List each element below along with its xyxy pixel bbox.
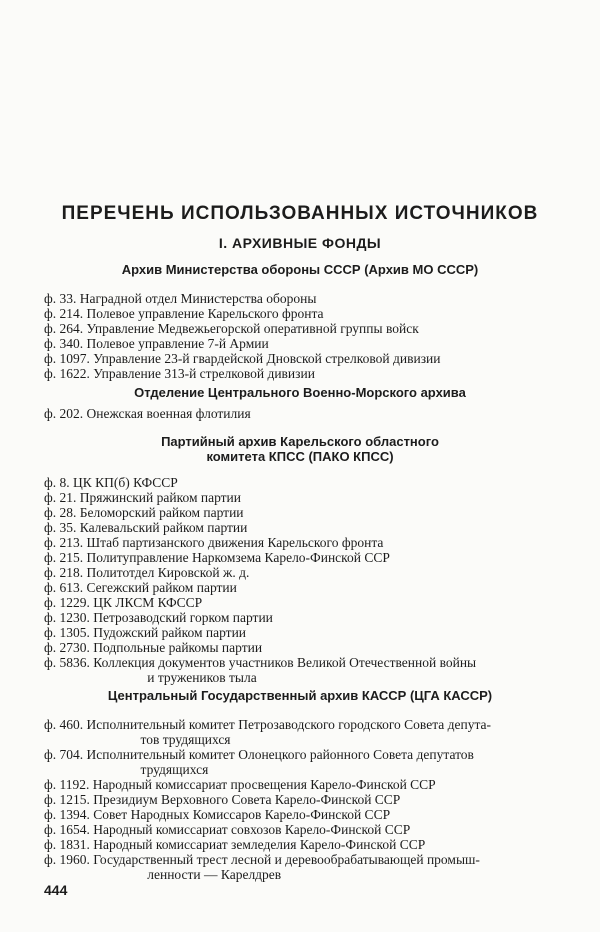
- fund-code: ф. 1305.: [44, 625, 90, 640]
- fund-code: ф. 218.: [44, 565, 84, 580]
- fund-code: ф. 264.: [44, 321, 84, 336]
- list-item: [44, 565, 564, 580]
- list-item: [44, 625, 564, 640]
- list-item: [44, 505, 564, 520]
- section-heading-line: Отделение Центрального Военно-Морского архива: [134, 385, 466, 400]
- fund-title: Управление Медвежьегорской оперативной группы войск: [86, 321, 419, 336]
- section-heading-line: Центральный Государственный архив КАССР (ЦГА КАССР): [107, 688, 493, 703]
- fund-title: Коллекция документов участников Великой Отечественной войны: [93, 655, 477, 670]
- fund-title-continuation: ленности — Карелдрев: [147, 867, 282, 882]
- list-item: [44, 717, 564, 747]
- fund-code: ф. 1831.: [44, 837, 90, 852]
- fund-title: Народный комиссариат земледелия Карело-Финской ССР: [93, 837, 426, 852]
- fund-title: ЦК ЛКСМ КФССР: [93, 595, 203, 610]
- list-item: [44, 321, 564, 336]
- archive-fund-list: [44, 475, 564, 685]
- section-heading: [40, 434, 560, 464]
- section-heading-line: Партийный архив Карельского областного: [161, 434, 439, 449]
- section-heading-line: комитета КПСС (ПАКО КПСС): [206, 449, 394, 464]
- fund-code: ф. 1097.: [44, 351, 90, 366]
- fund-code: ф. 1215.: [44, 792, 90, 807]
- page-title: ПЕРЕЧЕНЬ ИСПОЛЬЗОВАННЫХ ИСТОЧНИКОВ: [61, 203, 539, 224]
- fund-code: ф. 1960.: [44, 852, 90, 867]
- fund-code: ф. 1622.: [44, 366, 90, 381]
- list-item: [44, 291, 564, 306]
- fund-code: ф. 214.: [44, 306, 84, 321]
- fund-title: Политотдел Кировской ж. д.: [86, 565, 250, 580]
- list-item: [44, 747, 564, 777]
- fund-title: ЦК КП(б) КФССР: [73, 475, 178, 490]
- fund-code: ф. 1192.: [44, 777, 90, 792]
- fund-code: ф. 8.: [44, 475, 70, 490]
- page-number: 444: [44, 882, 68, 898]
- fund-code: ф. 2730.: [44, 640, 90, 655]
- fund-code: ф. 202.: [44, 406, 84, 421]
- fund-title: Политуправление Наркомзема Карело-Финской ССР: [86, 550, 390, 565]
- fund-code: ф. 1230.: [44, 610, 90, 625]
- list-item: [44, 610, 564, 625]
- fund-title: Исполнительный комитет Олонецкого районного Совета депутатов: [86, 747, 474, 762]
- list-item: [44, 366, 564, 381]
- fund-code: ф. 340.: [44, 336, 84, 351]
- list-item: [44, 640, 564, 655]
- section-heading: [40, 262, 560, 277]
- fund-title: Народный комиссариат совхозов Карело-Финской ССР: [93, 822, 411, 837]
- fund-title-continuation: тов трудящихся: [140, 732, 231, 747]
- list-item: [44, 550, 564, 565]
- fund-title: Исполнительный комитет Петрозаводского городского Совета депута-: [86, 717, 492, 732]
- list-item: [44, 520, 564, 535]
- fund-title: Полевое управление 7-й Армии: [86, 336, 269, 351]
- list-item: [44, 406, 564, 421]
- fund-code: ф. 213.: [44, 535, 84, 550]
- section-heading-line: Архив Министерства обороны СССР (Архив МО СССР): [121, 262, 479, 277]
- archive-fund-list: [44, 291, 564, 381]
- fund-code: ф. 35.: [44, 520, 77, 535]
- fund-title: Народный комиссариат просвещения Карело-Финской ССР: [92, 777, 436, 792]
- fund-title: Управление 23-й гвардейской Дновской стрелковой дивизии: [93, 351, 441, 366]
- list-item: [44, 580, 564, 595]
- fund-title: Наградной отдел Министерства обороны: [79, 291, 317, 306]
- fund-title: Калевальский райком партии: [79, 520, 248, 535]
- part-title: I. АРХИВНЫЕ ФОНДЫ: [218, 235, 382, 251]
- list-item: [44, 655, 564, 685]
- list-item: [44, 852, 564, 882]
- fund-code: ф. 460.: [44, 717, 84, 732]
- list-item: [44, 807, 564, 822]
- list-item: [44, 777, 564, 792]
- fund-title: Онежская военная флотилия: [86, 406, 251, 421]
- list-item: [44, 837, 564, 852]
- fund-code: ф. 1229.: [44, 595, 90, 610]
- list-item: [44, 475, 564, 490]
- list-item: [44, 792, 564, 807]
- section-heading: [40, 385, 560, 400]
- fund-code: ф. 215.: [44, 550, 84, 565]
- fund-title: Государственный трест лесной и деревообрабатывающей промыш-: [93, 852, 480, 867]
- fund-code: ф. 5836.: [44, 655, 90, 670]
- fund-code: ф. 613.: [44, 580, 84, 595]
- section-heading: [40, 688, 560, 703]
- fund-title: Сегежский райком партии: [86, 580, 237, 595]
- fund-title: Пряжинский райком партии: [79, 490, 241, 505]
- list-item: [44, 490, 564, 505]
- fund-title: Управление 313-й стрелковой дивизии: [93, 366, 315, 381]
- fund-title: Штаб партизанского движения Карельского фронта: [86, 535, 384, 550]
- fund-title: Беломорский райком партии: [79, 505, 244, 520]
- fund-title-continuation: трудящихся: [140, 762, 209, 777]
- fund-title: Подпольные райкомы партии: [93, 640, 263, 655]
- fund-code: ф. 21.: [44, 490, 77, 505]
- list-item: [44, 336, 564, 351]
- fund-title: Пудожский райком партии: [93, 625, 247, 640]
- list-item: [44, 535, 564, 550]
- fund-code: ф. 704.: [44, 747, 84, 762]
- fund-title-continuation: и тружеников тыла: [147, 670, 257, 685]
- fund-code: ф. 1654.: [44, 822, 90, 837]
- fund-code: ф. 1394.: [44, 807, 90, 822]
- fund-code: ф. 33.: [44, 291, 77, 306]
- fund-title: Полевое управление Карельского фронта: [86, 306, 324, 321]
- fund-title: Петрозаводский горком партии: [93, 610, 273, 625]
- list-item: [44, 306, 564, 321]
- list-item: [44, 351, 564, 366]
- fund-code: ф. 28.: [44, 505, 77, 520]
- list-item: [44, 595, 564, 610]
- list-item: [44, 822, 564, 837]
- archive-fund-list: [44, 406, 564, 421]
- fund-title: Президиум Верховного Совета Карело-Финской ССР: [93, 792, 401, 807]
- fund-title: Совет Народных Комиссаров Карело-Финской ССР: [93, 807, 391, 822]
- archive-fund-list: [44, 717, 564, 882]
